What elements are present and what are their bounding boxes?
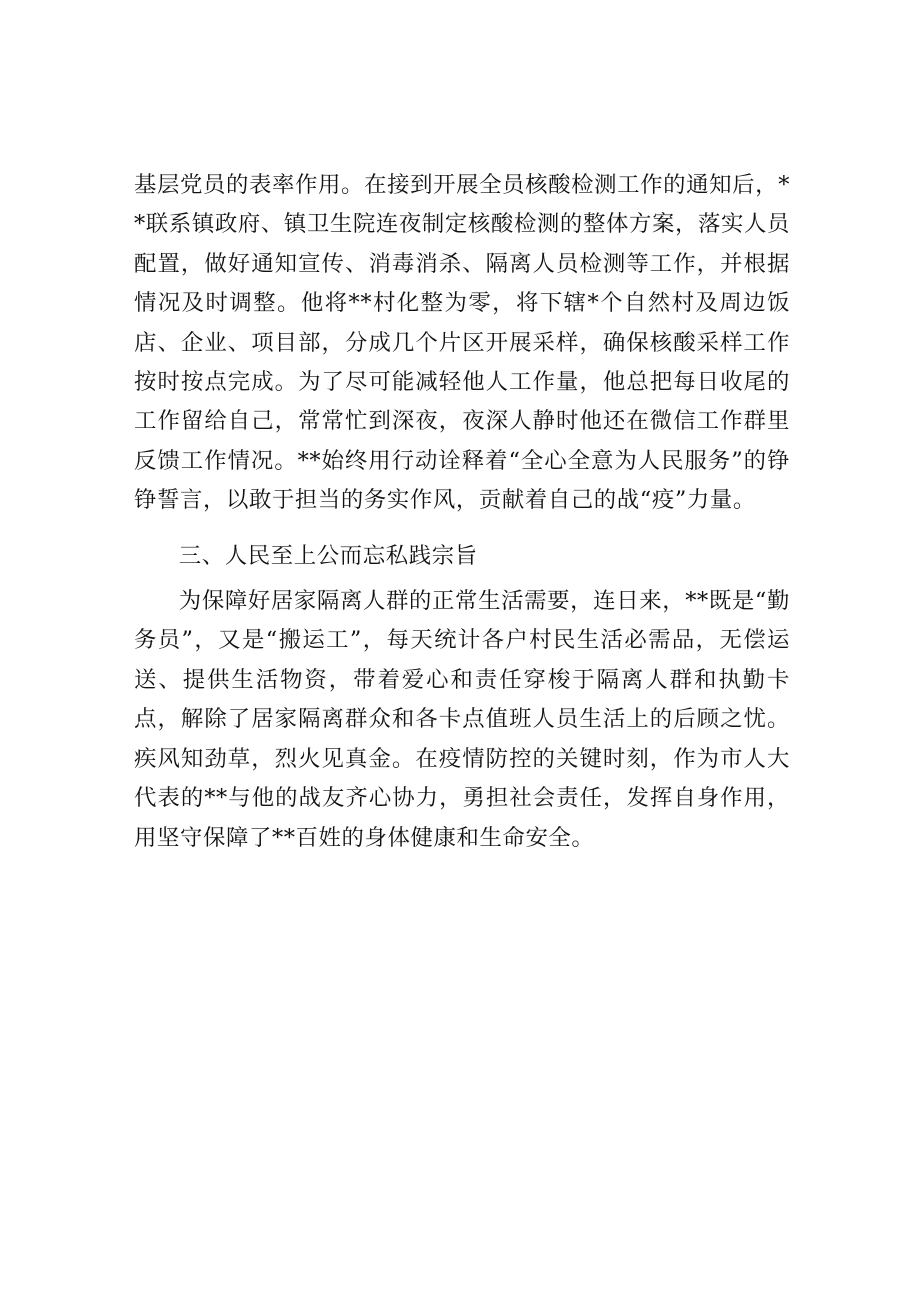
- document-page: [134, 166, 790, 858]
- body-paragraph: 为保障好居家隔离人群的正常生活需要，连日来，**既是“勤务员”，又是“搬运工”，每天统计各户村民生活必需品，无偿运送、提供生活物资，带着爱心和责任穿梭于隔离人群和执勤卡点，解除了居家隔离群众和各卡点值班人员生活上的后顾之忧。疾风知劲草，烈火见真金。在疫情防控的关键时刻，作为市人大代表的**与他的战友齐心协力，勇担社会责任，发挥自身作用，用坚守保障了**百姓的身体健康和生命安全。: [134, 588, 790, 851]
- section-heading-3: 三、人民至上公而忘私践宗旨: [178, 542, 478, 569]
- body-paragraph-continued: 基层党员的表率作用。在接到开展全员核酸检测工作的通知后，**联系镇政府、镇卫生院连夜制定核酸检测的整体方案，落实人员配置，做好通知宣传、消毒消杀、隔离人员检测等工作，并根据情况及时调整。他将**村化整为零，将下辖*个自然村及周边饭店、企业、项目部，分成几个片区开展采样，确保核酸采样工作按时按点完成。为了尽可能减轻他人工作量，他总把每日收尾的工作留给自己，常常忙到深夜，夜深人静时他还在微信工作群里反馈工作情况。**始终用行动诠释着“全心全意为人民服务”的铮铮誓言，以敢于担当的务实作风，贡献着自己的战“疫”力量。: [134, 172, 790, 514]
